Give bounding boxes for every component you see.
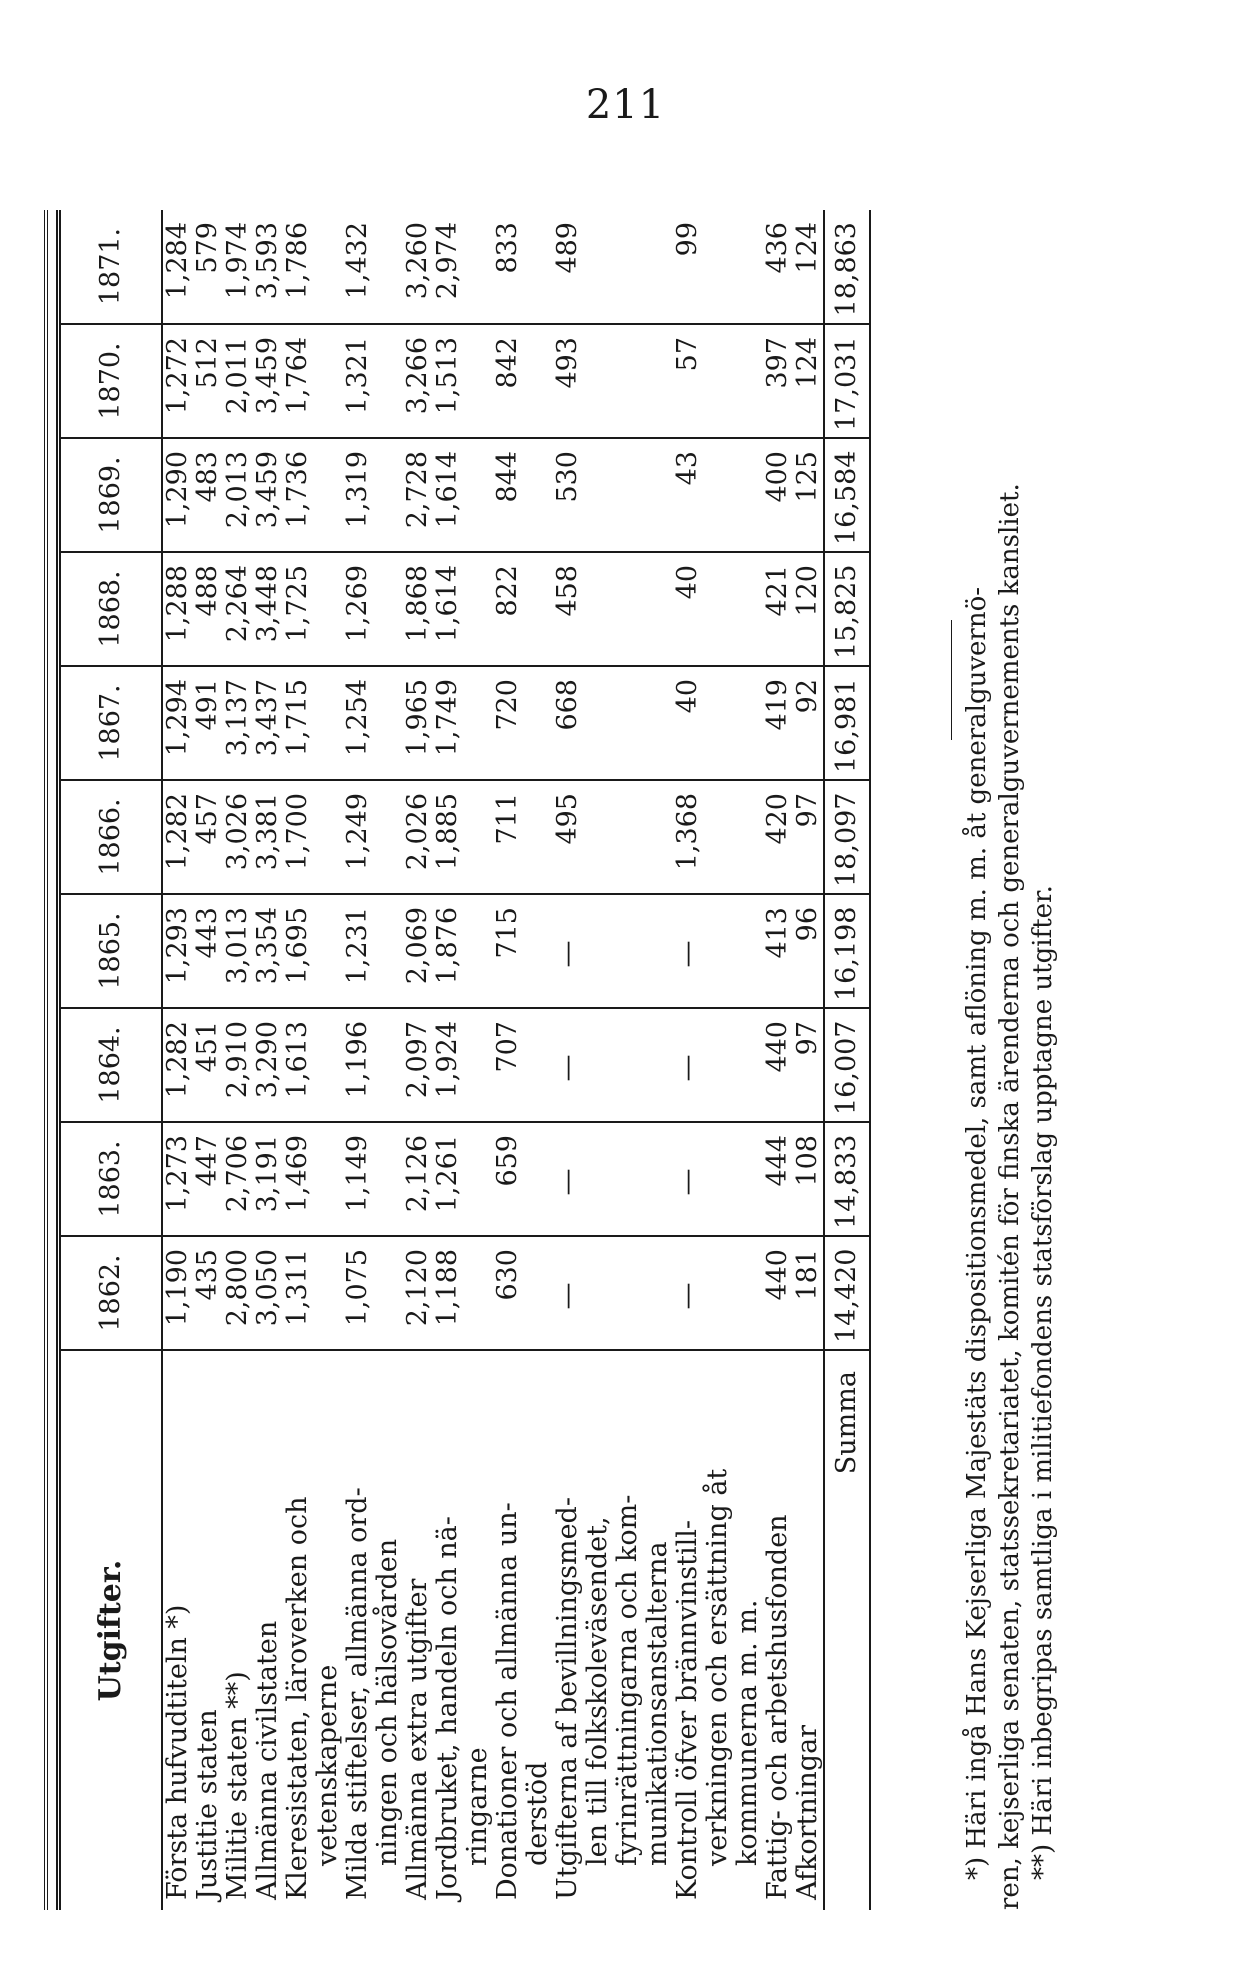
cell-value: 1,188 <box>433 1236 493 1350</box>
cell-value: 3,050 <box>253 1236 283 1350</box>
cell-value: 1,924 <box>433 1008 493 1122</box>
cell-value: 413 <box>763 894 793 1008</box>
cell-value: 1,272 <box>162 324 193 438</box>
cell-value: 2,069 <box>403 894 433 1008</box>
cell-value: 715 <box>493 894 553 1008</box>
column-header-year: 1871. <box>59 210 163 324</box>
cell-value: 3,459 <box>253 438 283 552</box>
cell-value: 1,293 <box>162 894 193 1008</box>
row-label-text: Kontroll öfver brännvinstill- <box>672 1519 703 1900</box>
cell-value: 1,432 <box>343 210 403 324</box>
sum-value: 15,825 <box>824 552 870 666</box>
cell-value: 1,249 <box>343 780 403 894</box>
cell-value: 659 <box>493 1122 553 1236</box>
cell-value: 488 <box>193 552 223 666</box>
cell-value: 493 <box>553 324 673 438</box>
cell-value: 3,437 <box>253 666 283 780</box>
cell-value: 2,097 <box>403 1008 433 1122</box>
table-row <box>763 210 793 1910</box>
cell-value: 630 <box>493 1236 553 1350</box>
column-header-year: 1868. <box>59 552 163 666</box>
footnote: ren, kejserliga senaten, statssekretariatet, komitén för finska ärenderna och generalguvernements kansliet. <box>995 483 1025 1910</box>
cell-value: 1,321 <box>343 324 403 438</box>
cell-value: 444 <box>763 1122 793 1236</box>
column-header-year: 1866. <box>59 780 163 894</box>
cell-value: 3,026 <box>223 780 253 894</box>
cell-value: 181 <box>793 1236 824 1350</box>
cell-value: 2,728 <box>403 438 433 552</box>
cell-value: 1,261 <box>433 1122 493 1236</box>
cell-value: 1,868 <box>403 552 433 666</box>
row-label <box>162 1350 193 1910</box>
cell-value: 2,120 <box>403 1236 433 1350</box>
cell-value: 2,264 <box>223 552 253 666</box>
cell-value: 1,764 <box>283 324 343 438</box>
cell-value: 1,254 <box>343 666 403 780</box>
cell-value: 711 <box>493 780 553 894</box>
cell-value: 1,282 <box>162 1008 193 1122</box>
cell-value: 120 <box>793 552 824 666</box>
sum-value: 18,863 <box>824 210 870 324</box>
cell-value: — <box>553 894 673 1008</box>
cell-value: 1,149 <box>343 1122 403 1236</box>
cell-value: 3,459 <box>253 324 283 438</box>
sum-row <box>824 210 870 1910</box>
cell-value: 1,469 <box>283 1122 343 1236</box>
cell-value: 3,266 <box>403 324 433 438</box>
cell-value: 512 <box>193 324 223 438</box>
cell-value: 489 <box>553 210 673 324</box>
cell-value: 2,974 <box>433 210 493 324</box>
row-label <box>223 1350 253 1910</box>
cell-value: 1,290 <box>162 438 193 552</box>
row-label-text: Första hufvudtiteln *) <box>162 1604 193 1900</box>
column-header-year: 1864. <box>59 1008 163 1122</box>
cell-value: 2,800 <box>223 1236 253 1350</box>
table-row <box>193 210 223 1910</box>
cell-value: 579 <box>193 210 223 324</box>
cell-value: 1,974 <box>223 210 253 324</box>
column-header-year: 1867. <box>59 666 163 780</box>
cell-value: 125 <box>793 438 824 552</box>
cell-value: 530 <box>553 438 673 552</box>
cell-value: 2,011 <box>223 324 253 438</box>
cell-value: 40 <box>673 552 763 666</box>
row-label-continuation: fyrinrättningarna och kom- <box>612 1494 643 1866</box>
cell-value: 3,381 <box>253 780 283 894</box>
row-label-continuation: derstöd <box>522 1761 553 1866</box>
row-label-text: Kleresistaten, läroverken och <box>282 1496 313 1900</box>
row-label-continuation: ringarne <box>462 1747 493 1866</box>
cell-value: 3,013 <box>223 894 253 1008</box>
cell-value: 3,191 <box>253 1122 283 1236</box>
row-label-text: Jordbruket, handeln och nä- <box>432 1516 463 1900</box>
cell-value: 92 <box>793 666 824 780</box>
cell-value: — <box>553 1008 673 1122</box>
cell-value: 1,311 <box>283 1236 343 1350</box>
cell-value: 707 <box>493 1008 553 1122</box>
cell-value: — <box>673 894 763 1008</box>
cell-value: 421 <box>763 552 793 666</box>
sum-value: 16,007 <box>824 1008 870 1122</box>
cell-value: 440 <box>763 1008 793 1122</box>
row-label <box>253 1350 283 1910</box>
cell-value: 3,593 <box>253 210 283 324</box>
row-label <box>403 1350 433 1910</box>
cell-value: 440 <box>763 1236 793 1350</box>
table-row <box>433 210 493 1910</box>
row-label <box>343 1350 403 1910</box>
column-header-year: 1869. <box>59 438 163 552</box>
table-row <box>283 210 343 1910</box>
row-label <box>793 1350 824 1910</box>
row-label-continuation: kommunerna m. m. <box>732 1599 763 1866</box>
top-double-rule <box>44 210 48 1910</box>
row-label <box>493 1350 553 1910</box>
cell-value: 124 <box>793 210 824 324</box>
cell-value: 435 <box>193 1236 223 1350</box>
footnote-rule <box>951 620 952 740</box>
cell-value: 1,196 <box>343 1008 403 1122</box>
cell-value: 1,700 <box>283 780 343 894</box>
cell-value: 668 <box>553 666 673 780</box>
row-label <box>763 1350 793 1910</box>
row-label <box>673 1350 763 1910</box>
cell-value: 3,354 <box>253 894 283 1008</box>
row-label-text: Fattig- och arbetshusfonden <box>762 1514 793 1900</box>
expenditure-table <box>56 210 871 1910</box>
footnote: *) Häri ingå Hans Kejserliga Majestäts dispositionsmedel, samt aflöning m. m. åt generalguvernö- <box>962 586 992 1880</box>
cell-value: 1,695 <box>283 894 343 1008</box>
cell-value: 1,190 <box>162 1236 193 1350</box>
cell-value: 436 <box>763 210 793 324</box>
cell-value: 96 <box>793 894 824 1008</box>
cell-value: 3,448 <box>253 552 283 666</box>
row-label-text: Milda stiftelser, allmänna ord- <box>342 1487 373 1900</box>
cell-value: 1,231 <box>343 894 403 1008</box>
cell-value: 1,725 <box>283 552 343 666</box>
cell-value: 1,368 <box>673 780 763 894</box>
row-label-continuation: munikationsanstalterna <box>642 1541 673 1866</box>
cell-value: 1,786 <box>283 210 343 324</box>
table-row <box>343 210 403 1910</box>
column-header-year: 1870. <box>59 324 163 438</box>
sum-value: 18,097 <box>824 780 870 894</box>
column-header-year: 1865. <box>59 894 163 1008</box>
cell-value: 822 <box>493 552 553 666</box>
cell-value: 420 <box>763 780 793 894</box>
cell-value: 495 <box>553 780 673 894</box>
table-header-row <box>59 210 163 1910</box>
row-label-text: Afkortningar <box>792 1724 823 1900</box>
cell-value: 451 <box>193 1008 223 1122</box>
cell-value: 1,614 <box>433 438 493 552</box>
cell-value: 419 <box>763 666 793 780</box>
cell-value: 2,013 <box>223 438 253 552</box>
cell-value: 457 <box>193 780 223 894</box>
cell-value: 1,294 <box>162 666 193 780</box>
cell-value: 57 <box>673 324 763 438</box>
cell-value: 1,613 <box>283 1008 343 1122</box>
cell-value: 3,290 <box>253 1008 283 1122</box>
table-row <box>403 210 433 1910</box>
cell-value: 2,706 <box>223 1122 253 1236</box>
cell-value: 2,126 <box>403 1122 433 1236</box>
cell-value: — <box>673 1236 763 1350</box>
table-row <box>223 210 253 1910</box>
row-label-continuation: len till folkskoleväsendet, <box>582 1516 613 1866</box>
sum-label: Summa <box>824 1350 870 1910</box>
sum-value: 14,833 <box>824 1122 870 1236</box>
rotated-table-page <box>56 210 1126 1910</box>
column-header-year: 1862. <box>59 1236 163 1350</box>
cell-value: 1,282 <box>162 780 193 894</box>
cell-value: 447 <box>193 1122 223 1236</box>
row-label-text: Justitie staten <box>192 1709 223 1900</box>
sum-value: 16,584 <box>824 438 870 552</box>
cell-value: 40 <box>673 666 763 780</box>
row-label-text: Allmänna civilstaten <box>252 1620 283 1900</box>
cell-value: 844 <box>493 438 553 552</box>
sum-value: 17,031 <box>824 324 870 438</box>
cell-value: 99 <box>673 210 763 324</box>
cell-value: 483 <box>193 438 223 552</box>
row-label <box>553 1350 673 1910</box>
cell-value: 458 <box>553 552 673 666</box>
page-number: 211 <box>585 82 666 128</box>
table-row <box>162 210 193 1910</box>
cell-value: — <box>673 1008 763 1122</box>
cell-value: 3,260 <box>403 210 433 324</box>
cell-value: 1,273 <box>162 1122 193 1236</box>
row-label-text: Militie staten **) <box>222 1671 253 1900</box>
cell-value: 97 <box>793 1008 824 1122</box>
cell-value: 491 <box>193 666 223 780</box>
row-label-text: Utgifterna af bevillningsmed- <box>552 1497 583 1900</box>
column-header-year: 1863. <box>59 1122 163 1236</box>
table-body <box>162 210 870 1910</box>
row-label <box>433 1350 493 1910</box>
cell-value: 400 <box>763 438 793 552</box>
table-row <box>673 210 763 1910</box>
table-row <box>793 210 824 1910</box>
cell-value: 2,026 <box>403 780 433 894</box>
table-row <box>493 210 553 1910</box>
cell-value: 1,288 <box>162 552 193 666</box>
cell-value: 1,284 <box>162 210 193 324</box>
cell-value: 1,075 <box>343 1236 403 1350</box>
cell-value: — <box>553 1236 673 1350</box>
cell-value: 2,910 <box>223 1008 253 1122</box>
table-row <box>253 210 283 1910</box>
sum-value: 14,420 <box>824 1236 870 1350</box>
cell-value: 1,319 <box>343 438 403 552</box>
row-label-continuation: vetenskaperne <box>312 1664 343 1866</box>
row-label-continuation: ningen och hälsovården <box>372 1538 403 1866</box>
cell-value: 397 <box>763 324 793 438</box>
cell-value: 1,614 <box>433 552 493 666</box>
footnotes <box>961 210 1060 1910</box>
cell-value: 108 <box>793 1122 824 1236</box>
cell-value: 43 <box>673 438 763 552</box>
row-label <box>193 1350 223 1910</box>
table-row <box>553 210 673 1910</box>
row-label <box>283 1350 343 1910</box>
footnote: **) Häri inbegripas samtliga i militiefondens statsförslag upptagne utgifter. <box>1028 885 1058 1880</box>
cell-value: 1,736 <box>283 438 343 552</box>
row-label-text: Donationer och allmänna un- <box>492 1502 523 1900</box>
cell-value: 1,513 <box>433 324 493 438</box>
cell-value: 124 <box>793 324 824 438</box>
cell-value: 720 <box>493 666 553 780</box>
cell-value: 1,749 <box>433 666 493 780</box>
cell-value: 1,885 <box>433 780 493 894</box>
cell-value: 443 <box>193 894 223 1008</box>
cell-value: — <box>673 1122 763 1236</box>
row-label-text: Allmänna extra utgifter <box>402 1578 433 1900</box>
sum-value: 16,198 <box>824 894 870 1008</box>
cell-value: 1,715 <box>283 666 343 780</box>
sum-value: 16,981 <box>824 666 870 780</box>
cell-value: — <box>553 1122 673 1236</box>
cell-value: 842 <box>493 324 553 438</box>
row-label-continuation: verkningen och ersättning åt <box>702 1468 733 1866</box>
cell-value: 833 <box>493 210 553 324</box>
cell-value: 97 <box>793 780 824 894</box>
cell-value: 1,269 <box>343 552 403 666</box>
column-header-utgifter: Utgifter. <box>59 1350 163 1910</box>
cell-value: 3,137 <box>223 666 253 780</box>
cell-value: 1,876 <box>433 894 493 1008</box>
cell-value: 1,965 <box>403 666 433 780</box>
